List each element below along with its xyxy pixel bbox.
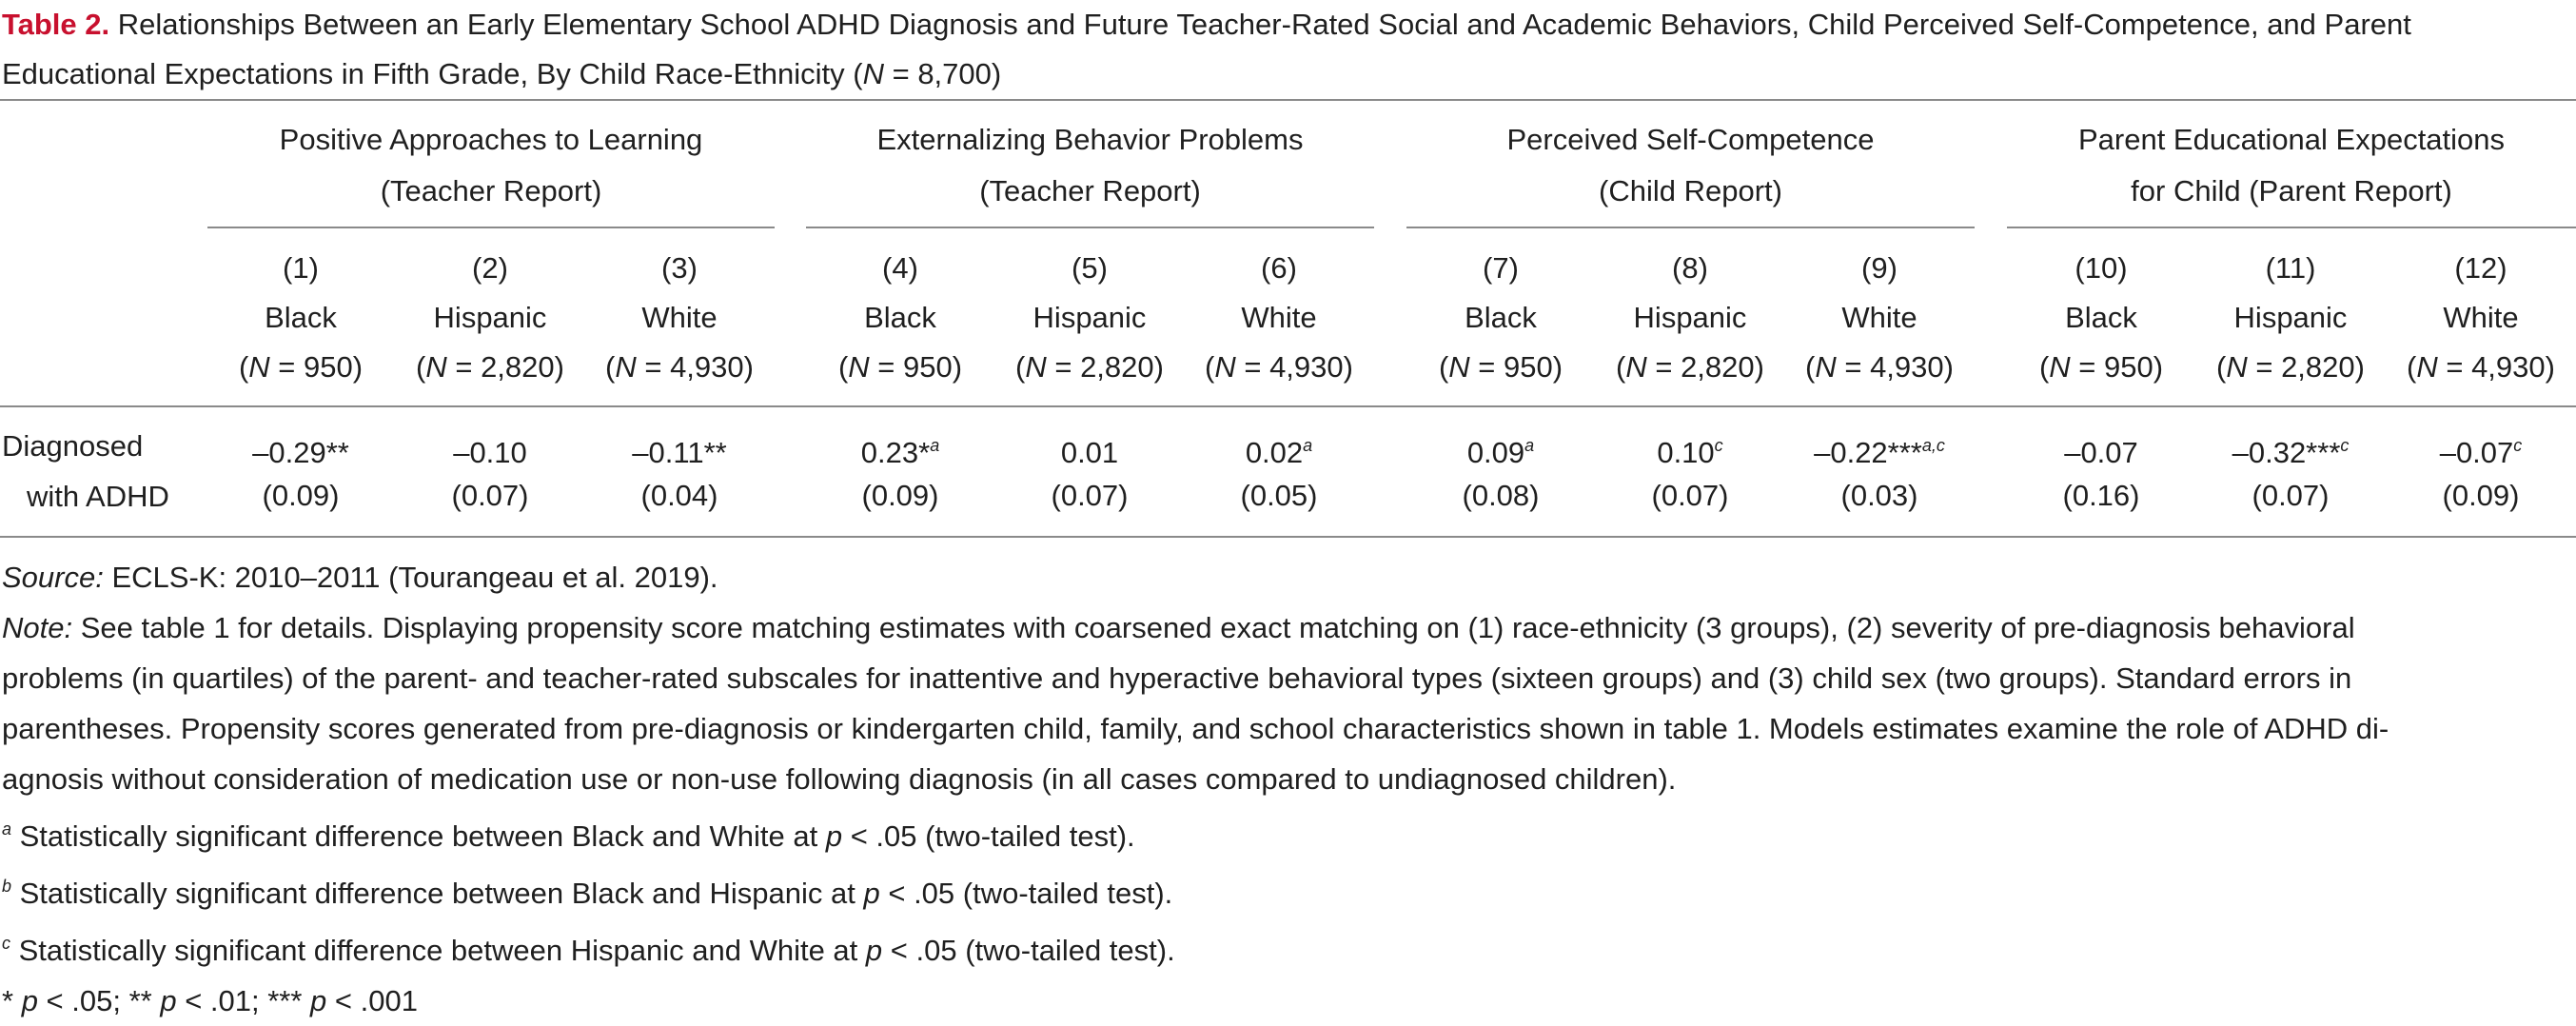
source-text: ECLS-K: 2010–2011 (Tourangeau et al. 2019). bbox=[103, 561, 718, 594]
estimate-value-3: –0.11** bbox=[632, 436, 727, 469]
column-n-open-11: ( bbox=[2216, 350, 2227, 384]
column-n-var-7: N bbox=[1448, 350, 1470, 384]
group-header-1-line-2: (Teacher Report) bbox=[380, 174, 602, 207]
estimate-cell-11 bbox=[2200, 421, 2381, 478]
estimate-cell-9 bbox=[1789, 421, 1970, 478]
estimate-cell-4 bbox=[810, 421, 991, 478]
footnote-b-tail: < .05 (two-tailed test). bbox=[879, 877, 1173, 910]
column-n-9 bbox=[1789, 343, 1970, 392]
group-header-1-line-1: Positive Approaches to Learning bbox=[279, 123, 703, 156]
estimate-superscript-12: c bbox=[2513, 436, 2523, 455]
estimate-value-8: 0.10 bbox=[1657, 436, 1715, 469]
column-n-var-9: N bbox=[1815, 350, 1837, 384]
caption-n-value: = 8,700) bbox=[883, 57, 1002, 90]
column-n-value-11: = 2,820) bbox=[2247, 350, 2365, 384]
footnote-c bbox=[2, 918, 2571, 976]
estimate-superscript-6: a bbox=[1303, 436, 1313, 455]
estimate-value-2: –0.10 bbox=[453, 436, 527, 469]
standard-error-3: (0.04) bbox=[640, 479, 718, 512]
top-rule bbox=[0, 99, 2576, 101]
standard-error-6: (0.05) bbox=[1240, 479, 1318, 512]
note-line-1 bbox=[2, 602, 2571, 653]
footnote-c-mark: c bbox=[2, 934, 10, 953]
standard-error-10: (0.16) bbox=[2062, 479, 2140, 512]
column-n-value-9: = 4,930) bbox=[1836, 350, 1954, 384]
header-bottom-rule bbox=[0, 405, 2576, 407]
column-n-value-12: = 4,930) bbox=[2437, 350, 2555, 384]
footnote-a-mark: a bbox=[2, 819, 12, 839]
column-n-var-1: N bbox=[248, 350, 270, 384]
sig-p-2: p bbox=[160, 984, 177, 1017]
column-n-open-5: ( bbox=[1015, 350, 1026, 384]
footnote-b-mark: b bbox=[2, 877, 12, 896]
column-number-7: (7) bbox=[1483, 251, 1519, 285]
group-underline-4 bbox=[2007, 227, 2576, 228]
sig-text-3: < .001 bbox=[326, 984, 418, 1017]
footnote-b-p: p bbox=[863, 877, 880, 910]
column-number-11: (11) bbox=[2265, 251, 2316, 285]
column-n-open-2: ( bbox=[416, 350, 426, 384]
column-n-value-3: = 4,930) bbox=[636, 350, 754, 384]
caption-n-variable: N bbox=[862, 57, 884, 90]
standard-error-1: (0.09) bbox=[262, 479, 340, 512]
column-race-1: Black bbox=[265, 301, 337, 334]
column-n-7 bbox=[1410, 343, 1591, 392]
note-line-4: agnosis without consideration of medication use or non-use following diagnosis (in all cases compared to undiagnosed children). bbox=[2, 762, 1677, 796]
footnote-c-text: Statistically significant difference between Hispanic and White at bbox=[10, 934, 866, 967]
group-underline-2 bbox=[806, 227, 1374, 228]
column-race-10: Black bbox=[2065, 301, 2137, 334]
column-number-5: (5) bbox=[1072, 251, 1108, 285]
row-label-line-1: Diagnosed bbox=[2, 429, 144, 463]
column-n-open-6: ( bbox=[1205, 350, 1215, 384]
estimate-cell-3 bbox=[589, 421, 770, 478]
column-n-2 bbox=[400, 343, 580, 392]
standard-error-11: (0.07) bbox=[2252, 479, 2330, 512]
estimate-superscript-7: a bbox=[1524, 436, 1535, 455]
column-n-open-1: ( bbox=[238, 350, 249, 384]
column-n-open-7: ( bbox=[1438, 350, 1449, 384]
sig-star-1: * bbox=[2, 984, 22, 1017]
estimate-value-10: –0.07 bbox=[2064, 436, 2138, 469]
column-n-open-10: ( bbox=[2038, 350, 2050, 384]
row-label-line-2: with ADHD bbox=[27, 480, 169, 513]
estimate-cell-1 bbox=[210, 421, 391, 478]
column-race-2: Hispanic bbox=[433, 301, 547, 334]
group-header-3-line-1: Perceived Self-Competence bbox=[1506, 123, 1875, 156]
significance-legend bbox=[2, 976, 2571, 1026]
column-n-5 bbox=[999, 343, 1180, 392]
estimate-cell-7 bbox=[1410, 421, 1591, 478]
column-n-var-2: N bbox=[425, 350, 447, 384]
table-notes bbox=[2, 552, 2571, 1026]
estimate-superscript-9: a,c bbox=[1921, 436, 1945, 455]
column-race-7: Black bbox=[1465, 301, 1537, 334]
estimate-superscript-11: c bbox=[2340, 436, 2350, 455]
estimate-value-6: 0.02 bbox=[1245, 436, 1304, 469]
group-header-4-line-1: Parent Educational Expectations bbox=[2077, 123, 2506, 156]
estimate-value-1: –0.29** bbox=[252, 436, 349, 469]
standard-error-12: (0.09) bbox=[2442, 479, 2520, 512]
group-underline-3 bbox=[1406, 227, 1975, 228]
group-header-3-line-2: (Child Report) bbox=[1599, 174, 1782, 207]
standard-error-4: (0.09) bbox=[861, 479, 939, 512]
group-header-4-line-2: for Child (Parent Report) bbox=[2131, 174, 2452, 207]
column-race-5: Hispanic bbox=[1032, 301, 1147, 334]
column-number-8: (8) bbox=[1672, 251, 1708, 285]
column-n-11 bbox=[2200, 343, 2381, 392]
column-n-var-8: N bbox=[1625, 350, 1647, 384]
column-race-6: White bbox=[1241, 301, 1317, 334]
estimate-value-7: 0.09 bbox=[1466, 436, 1525, 469]
standard-error-8: (0.07) bbox=[1651, 479, 1729, 512]
column-n-1 bbox=[210, 343, 391, 392]
column-number-2: (2) bbox=[472, 251, 508, 285]
column-race-4: Black bbox=[864, 301, 936, 334]
estimate-value-4: 0.23* bbox=[860, 436, 931, 469]
column-n-3 bbox=[589, 343, 770, 392]
column-number-4: (4) bbox=[882, 251, 918, 285]
column-n-10 bbox=[2011, 343, 2192, 392]
estimate-cell-8 bbox=[1600, 421, 1780, 478]
column-n-open-8: ( bbox=[1616, 350, 1626, 384]
caption-line-1 bbox=[2, 0, 2571, 49]
footnote-a-p: p bbox=[825, 819, 843, 853]
column-n-value-8: = 2,820) bbox=[1646, 350, 1764, 384]
column-n-value-6: = 4,930) bbox=[1235, 350, 1353, 384]
column-n-value-5: = 2,820) bbox=[1046, 350, 1164, 384]
column-n-value-7: = 950) bbox=[1469, 350, 1563, 384]
column-race-9: White bbox=[1841, 301, 1917, 334]
footnote-c-tail: < .05 (two-tailed test). bbox=[882, 934, 1175, 967]
column-race-3: White bbox=[641, 301, 718, 334]
standard-error-7: (0.08) bbox=[1462, 479, 1540, 512]
column-number-1: (1) bbox=[283, 251, 319, 285]
column-n-open-4: ( bbox=[837, 350, 849, 384]
group-underline-1 bbox=[207, 227, 775, 228]
sig-text-1: < .05; ** bbox=[37, 984, 161, 1017]
estimate-superscript-8: c bbox=[1714, 436, 1723, 455]
column-number-6: (6) bbox=[1261, 251, 1297, 285]
column-n-value-1: = 950) bbox=[269, 350, 364, 384]
column-n-open-9: ( bbox=[1805, 350, 1816, 384]
note-line-2: problems (in quartiles) of the parent- and teacher-rated subscales for inattentive and hyperactive behavioral types (sixteen groups) and (3) child sex (two groups). Standard errors in bbox=[2, 661, 2352, 695]
column-n-4 bbox=[810, 343, 991, 392]
table-bottom-rule bbox=[0, 536, 2576, 538]
estimate-cell-10 bbox=[2011, 421, 2192, 478]
column-n-value-4: = 950) bbox=[869, 350, 963, 384]
column-n-open-3: ( bbox=[605, 350, 616, 384]
column-race-12: White bbox=[2443, 301, 2519, 334]
column-number-12: (12) bbox=[2454, 251, 2507, 285]
column-number-10: (10) bbox=[2075, 251, 2128, 285]
standard-error-5: (0.07) bbox=[1051, 479, 1129, 512]
note-line-3: parentheses. Propensity scores generated from pre-diagnosis or kindergarten child, family, and school characteristics shown in table 1. Models estimates examine the role of ADHD di- bbox=[2, 712, 2389, 745]
caption-title-part-1: Relationships Between an Early Elementary School ADHD Diagnosis and Future Teacher-Rated Social and Academic Behaviors, Child Perceived Self-Competence, and Parent bbox=[117, 8, 2411, 41]
estimate-value-5: 0.01 bbox=[1060, 436, 1119, 469]
footnote-a bbox=[2, 804, 2571, 861]
column-n-var-3: N bbox=[615, 350, 637, 384]
column-n-var-11: N bbox=[2226, 350, 2248, 384]
column-n-var-4: N bbox=[848, 350, 870, 384]
footnote-b bbox=[2, 861, 2571, 918]
footnote-a-tail: < .05 (two-tailed test). bbox=[842, 819, 1135, 853]
column-n-var-5: N bbox=[1025, 350, 1047, 384]
column-n-var-6: N bbox=[1214, 350, 1236, 384]
column-number-9: (9) bbox=[1861, 251, 1898, 285]
estimate-value-11: –0.32*** bbox=[2232, 436, 2341, 469]
estimate-cell-6 bbox=[1189, 421, 1369, 478]
sig-p-1: p bbox=[21, 984, 38, 1017]
column-n-6 bbox=[1189, 343, 1369, 392]
column-n-12 bbox=[2390, 343, 2571, 392]
source-label: Source: bbox=[2, 561, 104, 594]
column-n-var-10: N bbox=[2049, 350, 2071, 384]
estimate-cell-2 bbox=[400, 421, 580, 478]
standard-error-2: (0.07) bbox=[451, 479, 529, 512]
sig-p-3: p bbox=[310, 984, 327, 1017]
estimate-superscript-4: a bbox=[930, 436, 940, 455]
column-race-11: Hispanic bbox=[2233, 301, 2348, 334]
column-n-value-10: = 950) bbox=[2070, 350, 2164, 384]
column-n-8 bbox=[1600, 343, 1780, 392]
estimate-cell-5 bbox=[999, 421, 1180, 478]
footnote-a-text: Statistically significant difference between Black and White at bbox=[11, 819, 826, 853]
group-header-2-line-2: (Teacher Report) bbox=[979, 174, 1201, 207]
group-header-2-line-1: Externalizing Behavior Problems bbox=[876, 123, 1304, 156]
footnote-b-text: Statistically significant difference between Black and Hispanic at bbox=[11, 877, 864, 910]
note-label: Note: bbox=[2, 611, 73, 644]
column-n-open-12: ( bbox=[2407, 350, 2417, 384]
estimate-value-12: –0.07 bbox=[2439, 436, 2514, 469]
column-n-var-12: N bbox=[2416, 350, 2438, 384]
footnote-c-p: p bbox=[865, 934, 883, 967]
estimate-cell-12 bbox=[2390, 421, 2571, 478]
source-line bbox=[2, 552, 2571, 602]
column-race-8: Hispanic bbox=[1633, 301, 1747, 334]
sig-text-2: < .01; *** bbox=[176, 984, 311, 1017]
caption-line-2 bbox=[2, 49, 2571, 99]
caption-title-part-2: Educational Expectations in Fifth Grade, By Child Race-Ethnicity ( bbox=[2, 57, 863, 90]
column-n-value-2: = 2,820) bbox=[446, 350, 564, 384]
table-caption bbox=[2, 0, 2571, 99]
estimate-value-9: –0.22*** bbox=[1814, 436, 1922, 469]
standard-error-9: (0.03) bbox=[1840, 479, 1918, 512]
note-text-1: See table 1 for details. Displaying propensity score matching estimates with coarsened exact matching on (1) race-ethnicity (3 groups), (2) severity of pre-diagnosis behavioral bbox=[72, 611, 2355, 644]
table-label: Table 2. bbox=[2, 8, 110, 41]
column-number-3: (3) bbox=[661, 251, 698, 285]
